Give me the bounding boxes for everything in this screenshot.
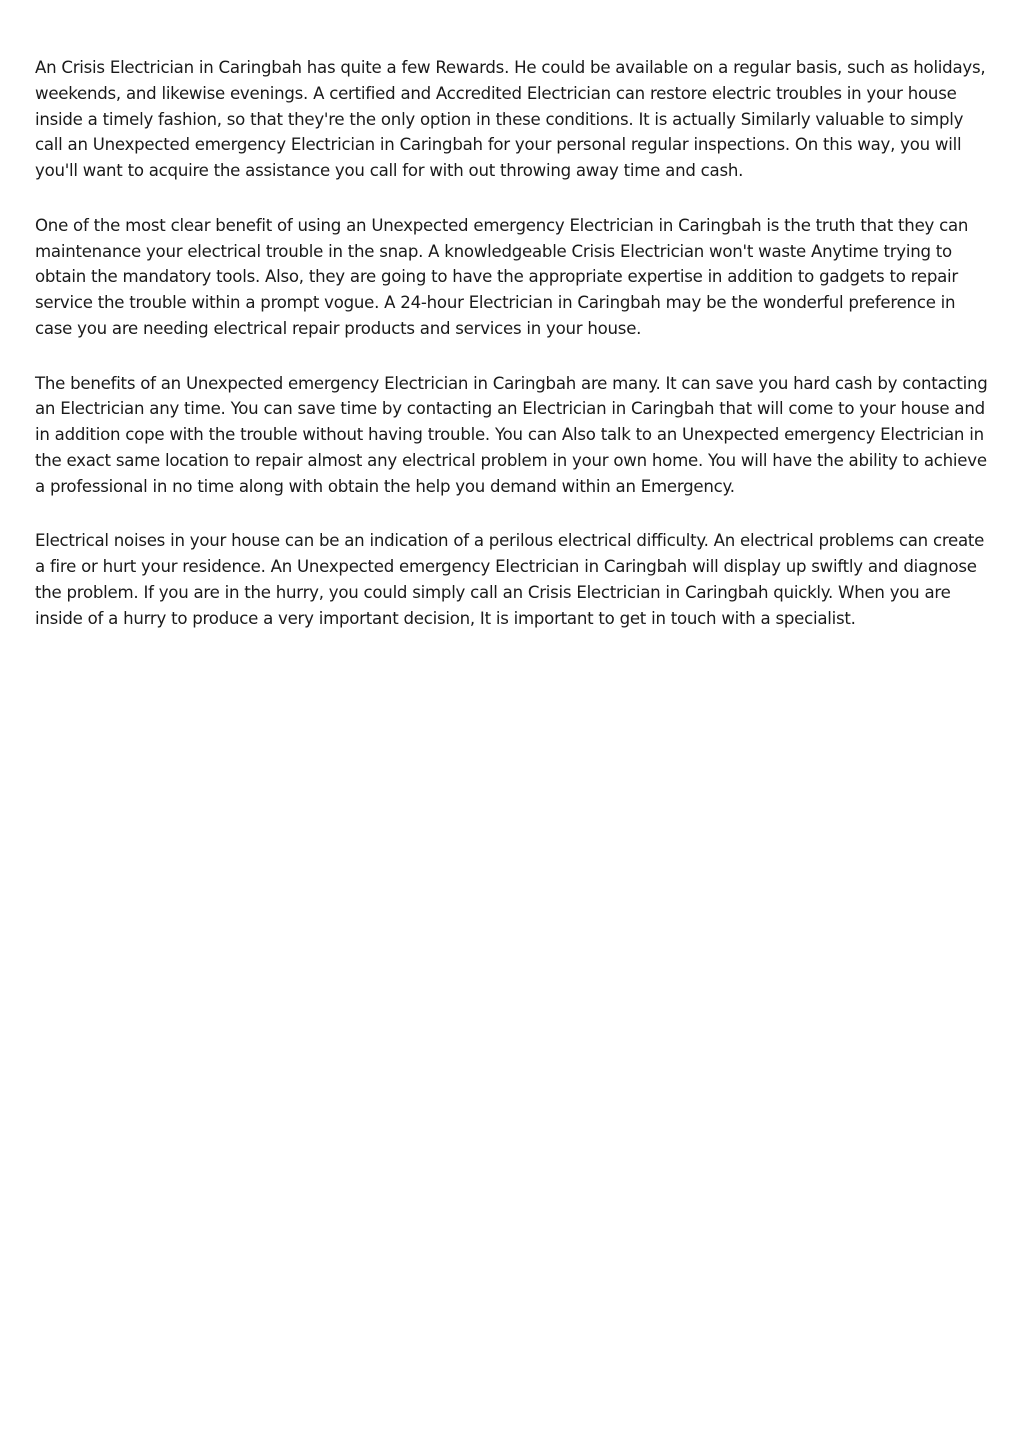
paragraph-4: Electrical noises in your house can be an indication of a perilous electrical difficulty. An electrical problems can create a fire or hurt your residence. An Unexpected emergency Electrician in Caringbah will display up swiftly and diagnose the problem. If you are in the hurry, you could simply call an Crisis Electrician in Caringbah quickly. When you are inside of a hurry to produce a very important decision, It is important to get in touch with a specialist.	[35, 531, 985, 628]
document-page	[35, 55, 993, 660]
paragraph-1: An Crisis Electrician in Caringbah has quite a few Rewards. He could be available on a regular basis, such as holidays, weekends, and likewise evenings. A certified and Accredited Electrician can restore electric troubles in your house inside a timely fashion, so that they're the only option in these conditions. It is actually Similarly valuable to simply call an Unexpected emergency Electrician in Caringbah for your personal regular inspections. On this way, you will you'll want to acquire the assistance you call for with out throwing away time and cash.	[35, 58, 986, 181]
paragraph-2: One of the most clear benefit of using an Unexpected emergency Electrician in Caringbah is the truth that they can maintenance your electrical trouble in the snap. A knowledgeable Crisis Electrician won't waste Anytime trying to obtain the mandatory tools. Also, they are going to have the appropriate expertise in addition to gadgets to repair service the trouble within a prompt vogue. A 24-hour Electrician in Caringbah may be the wonderful preference in case you are needing electrical repair products and services in your house.	[35, 215, 969, 338]
paragraph-3: The benefits of an Unexpected emergency Electrician in Caringbah are many. It can save you hard cash by contacting an Electrician any time. You can save time by contacting an Electrician in Caringbah that will come to your house and in addition cope with the trouble without having trouble. You can Also talk to an Unexpected emergency Electrician in the exact same location to repair almost any electrical problem in your own home. You will have the ability to achieve a professional in no time along with obtain the help you demand within an Emergency.	[35, 373, 988, 496]
